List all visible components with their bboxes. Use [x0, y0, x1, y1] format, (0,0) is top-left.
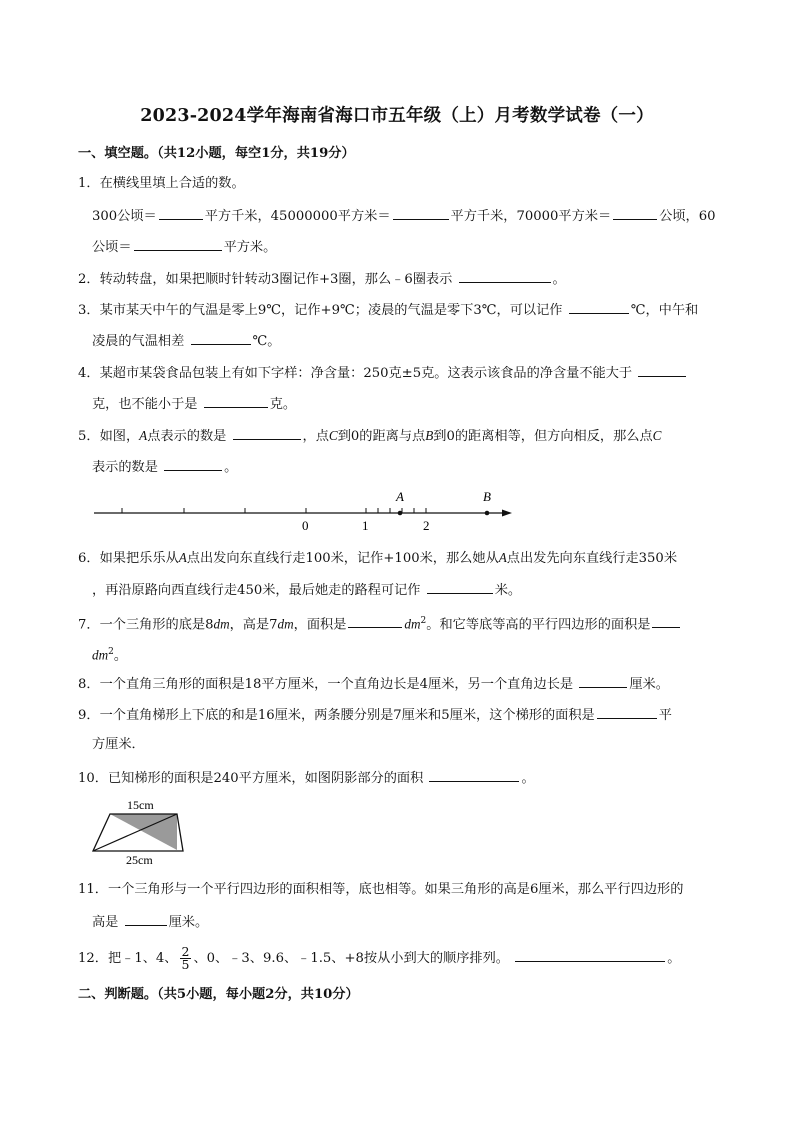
answer-blank[interactable] — [638, 362, 686, 377]
question-7-line-2: $dm^2$。 — [92, 647, 128, 664]
trapezoid-bottom-label: 25cm — [126, 853, 153, 866]
fraction-two-fifths: $\frac{2}{5}$ — [181, 944, 190, 972]
point-B — [485, 511, 490, 516]
question-1-line-2: 公顷＝ 平方米。 — [92, 236, 276, 258]
question-10: 10．已知梯形的面积是240平方厘米，如图阴影部分的面积 。 — [78, 767, 535, 789]
question-4-line-1: 4．某超市某袋食品包装上有如下字样：净含量：250克±5克。这表示该食品的净含量不能大于 — [78, 362, 688, 384]
question-2: 2．转动转盘，如果把顺时针转动3圈记作+3圈，那么﹣6圈表示 。 — [78, 268, 566, 290]
question-9-line-1: 9．一个直角梯形上下底的和是16厘米，两条腰分别是7厘米和5厘米，这个梯形的面积是 平 — [78, 704, 672, 726]
answer-blank[interactable] — [233, 425, 301, 440]
question-1-stem: 1．在横线里填上合适的数。 — [78, 176, 245, 191]
question-12: 12．把﹣1、4、 $\frac{2}{5}$ 、0、﹣3、9.6、﹣1.5、+8按从小到大的顺序排列。 。 — [78, 944, 681, 972]
question-1-line-1: 300公顷＝ 平方千米，45000000平方米＝ 平方千米，70000平方米＝ 公顷，60 — [92, 205, 716, 227]
question-5-line-1: 5．如图，A点表示的数是 ，点C到0的距离与点B到0的距离相等，但方向相反，那么点C — [78, 425, 661, 447]
answer-blank[interactable] — [204, 393, 268, 408]
answer-blank[interactable] — [159, 205, 203, 220]
answer-blank[interactable] — [393, 205, 449, 220]
answer-blank[interactable] — [191, 330, 251, 345]
question-11-line-2: 高是 厘米。 — [92, 911, 208, 933]
question-6-line-1: 6．如果把乐乐从A点出发向东直线行走100米，记作+100米，那么她从A点出发先向东直线行走350米 — [78, 550, 678, 566]
section-heading-true-false: 二、判断题。（共5小题，每小题2分，共10分） — [78, 987, 359, 1002]
question-3-line-2: 凌晨的气温相差 ℃。 — [92, 330, 280, 352]
section-heading-fill-in: 一、填空题。（共12小题，每空1分，共19分） — [78, 146, 355, 161]
answer-blank[interactable] — [597, 704, 657, 719]
shaded-triangle — [110, 814, 177, 850]
answer-blank[interactable] — [579, 673, 627, 688]
answer-blank[interactable] — [125, 911, 167, 926]
tick-label-0: 0 — [302, 518, 309, 533]
question-3-line-1: 3．某市某天中午的气温是零上9℃，记作+9℃；凌晨的气温是零下3℃，可以记作 ℃，中午和 — [78, 299, 698, 321]
question-5-line-2: 表示的数是 。 — [92, 456, 237, 478]
answer-blank[interactable] — [459, 268, 551, 283]
answer-blank[interactable] — [569, 299, 629, 314]
question-9-line-2: 方厘米． — [92, 737, 145, 752]
answer-blank[interactable] — [515, 947, 665, 962]
tick-label-2: 2 — [423, 518, 430, 533]
label-A: A — [396, 489, 404, 504]
answer-blank[interactable] — [429, 767, 519, 782]
tick-label-1: 1 — [362, 518, 369, 533]
answer-blank[interactable] — [427, 579, 493, 594]
answer-blank[interactable] — [348, 613, 402, 628]
answer-blank[interactable] — [613, 205, 657, 220]
point-A — [398, 511, 403, 516]
answer-blank[interactable] — [652, 613, 680, 628]
label-B: B — [483, 489, 491, 504]
trapezoid-top-label: 15cm — [127, 798, 154, 812]
answer-blank[interactable] — [164, 456, 222, 471]
page-title: 2023-2024学年海南省海口市五年级（上）月考数学试卷（一） — [140, 106, 654, 126]
arrow-head-icon — [502, 510, 512, 517]
question-8: 8．一个直角三角形的面积是18平方厘米，一个直角边长是4厘米，另一个直角边长是 厘米。 — [78, 673, 669, 695]
number-line-figure — [88, 484, 518, 534]
question-7-line-1: 7．一个三角形的底是8dm，高是7dm，面积是 $dm^2$。和它等底等高的平行四边形的面积是 — [78, 611, 682, 635]
answer-blank[interactable] — [134, 236, 222, 251]
question-4-line-2: 克，也不能小于是 克。 — [92, 393, 296, 415]
trapezoid-figure — [88, 796, 188, 866]
question-11-line-1: 11．一个三角形与一个平行四边形的面积相等，底也相等。如果三角形的高是6厘米，那么平行四边形的 — [78, 882, 684, 897]
question-6-line-2: ，再沿原路向西直线行走450米，最后她走的路程可记作 米。 — [92, 579, 521, 601]
